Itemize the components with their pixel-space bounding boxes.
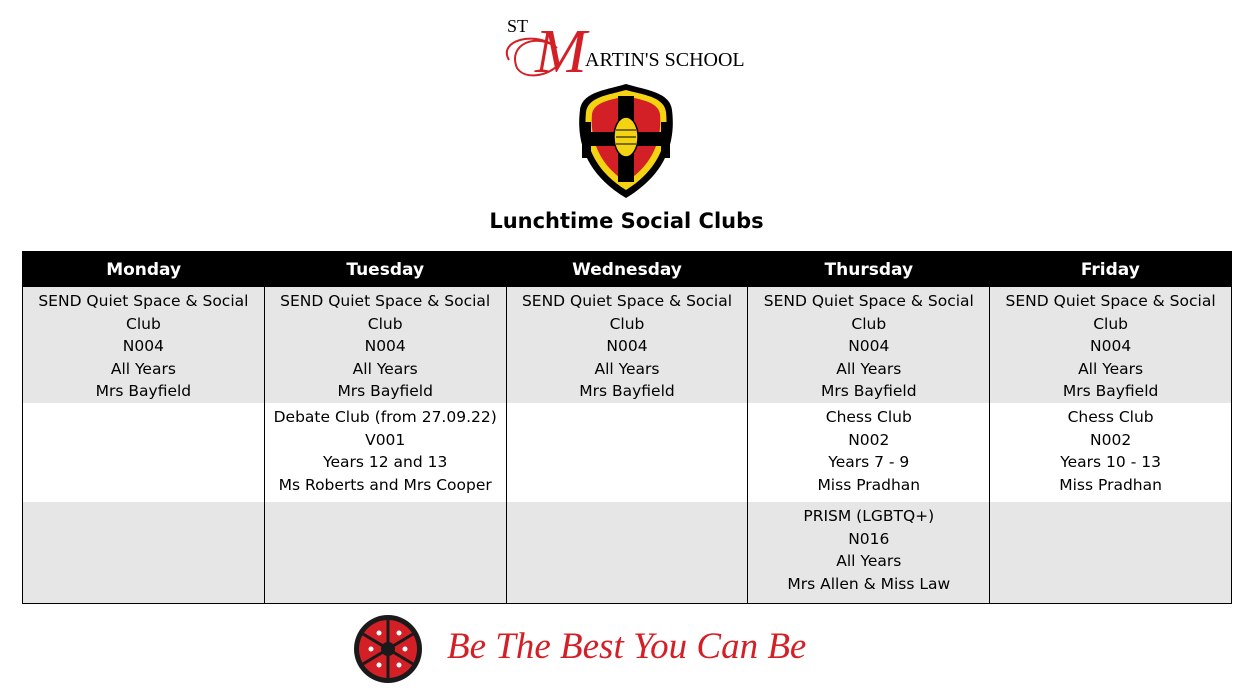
club-detail-line: SEND Quiet Space & Social Club — [38, 292, 249, 333]
club-detail-line: N004 — [1090, 337, 1132, 355]
club-cell-wednesday — [506, 502, 748, 604]
day-header-friday: Friday — [990, 252, 1232, 288]
club-cell-thursday — [748, 502, 990, 604]
club-cell-monday — [23, 502, 265, 604]
club-cell-tuesday — [264, 502, 506, 604]
club-detail-line: SEND Quiet Space & Social Club — [763, 292, 974, 333]
club-detail-line: Miss Pradhan — [817, 475, 921, 494]
club-detail-line: All Years — [836, 552, 902, 570]
clubs-timetable — [22, 251, 1232, 604]
day-header-wednesday: Wednesday — [506, 252, 748, 288]
day-header-tuesday: Tuesday — [264, 252, 506, 288]
club-detail-line: N002 — [848, 430, 890, 449]
club-cell-friday — [990, 403, 1232, 502]
school-motto: Be The Best You Can Be — [447, 626, 807, 667]
club-cell-friday — [990, 287, 1232, 403]
club-cell-monday — [23, 403, 265, 502]
club-detail-line: Years 12 and 13 — [323, 453, 448, 471]
logo-prefix: ST — [507, 16, 529, 36]
club-detail-line: N004 — [848, 337, 890, 355]
club-detail-line: N016 — [848, 529, 890, 548]
page-title: Lunchtime Social Clubs — [489, 209, 764, 233]
club-detail-line: All Years — [594, 359, 660, 378]
club-cell-thursday — [748, 403, 990, 502]
club-detail-line: SEND Quiet Space & Social Club — [1005, 292, 1216, 333]
club-detail-line: Ms Roberts and Mrs Cooper — [278, 475, 492, 494]
club-detail-line: Mrs Allen & Miss Law — [787, 574, 951, 593]
table-row — [23, 287, 1232, 403]
club-cell-thursday — [748, 287, 990, 403]
club-detail-line: Years 7 - 9 — [828, 453, 910, 471]
club-cell-monday — [23, 287, 265, 403]
club-detail-line: N004 — [364, 337, 406, 355]
club-detail-line: Debate Club (from 27.09.22) — [273, 408, 497, 426]
school-crest-icon — [576, 82, 676, 200]
club-detail-line: N002 — [1090, 430, 1132, 449]
club-detail-line: All Years — [1078, 359, 1144, 378]
day-header-monday: Monday — [23, 252, 265, 288]
club-cell-friday — [990, 502, 1232, 604]
logo-school-name: ARTIN'S SCHOOL — [585, 49, 745, 71]
club-detail-line: N004 — [122, 337, 164, 355]
club-detail-line: PRISM (LGBTQ+) — [803, 507, 935, 525]
club-detail-line: V001 — [365, 430, 406, 449]
club-detail-line: Chess Club — [825, 408, 912, 426]
day-header-thursday: Thursday — [748, 252, 990, 288]
club-detail-line: Mrs Bayfield — [95, 382, 192, 400]
club-detail-line: Mrs Bayfield — [337, 382, 433, 400]
club-detail-line: Mrs Bayfield — [821, 382, 917, 400]
footer-badge-icon — [349, 613, 427, 685]
club-detail-line: All Years — [352, 359, 418, 378]
club-cell-wednesday — [506, 403, 748, 502]
club-detail-line: Chess Club — [1067, 408, 1154, 426]
club-detail-line: SEND Quiet Space & Social Club — [521, 292, 733, 333]
table-row — [23, 502, 1232, 604]
club-detail-line: Mrs Bayfield — [579, 382, 675, 400]
table-row — [23, 403, 1232, 502]
school-logo-wordmark — [497, 10, 757, 90]
day-header-row — [23, 252, 1232, 288]
club-detail-line: Years 10 - 13 — [1060, 453, 1161, 471]
club-detail-line: N004 — [606, 337, 648, 355]
club-detail-line: All Years — [110, 359, 176, 378]
club-detail-line: Miss Pradhan — [1059, 475, 1162, 494]
club-detail-line: All Years — [836, 359, 902, 378]
club-cell-wednesday — [506, 287, 748, 403]
club-detail-line: SEND Quiet Space & Social Club — [280, 292, 491, 333]
club-cell-tuesday — [264, 403, 506, 502]
club-detail-line: Mrs Bayfield — [1062, 382, 1159, 400]
logo-initial: M — [535, 18, 587, 86]
club-cell-tuesday — [264, 287, 506, 403]
